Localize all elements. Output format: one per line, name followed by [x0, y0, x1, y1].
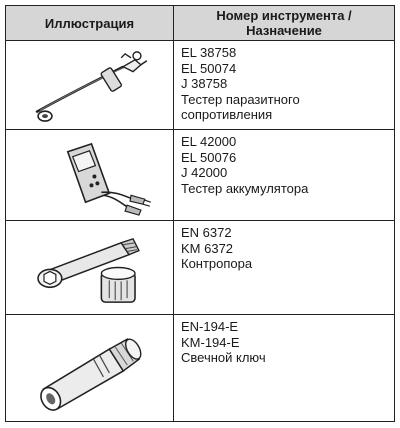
row-1-info: [174, 41, 394, 130]
row-4-line-2: KM-194-E: [181, 334, 240, 350]
battery-tester-icon: [6, 130, 173, 220]
row-1-line-5: сопротивления: [181, 107, 273, 122]
counterhold-socket-icon: [6, 221, 173, 314]
spark-plug-wrench-icon: [6, 315, 173, 421]
header-illustration-label: Иллюстрация: [44, 15, 135, 31]
header-tool-label-line1: Номер инструмента /: [216, 8, 352, 23]
row-2-line-1: EL 42000: [181, 134, 237, 149]
row-1-illustration: [6, 41, 174, 130]
row-4-line-1: EN-194-E: [181, 319, 239, 334]
row-1-line-3: J 38758: [181, 76, 228, 91]
row-3-illustration: [6, 221, 174, 315]
header-tool-label-line2: Назначение: [246, 23, 322, 38]
row-4-line-3: Свечной ключ: [181, 350, 266, 365]
row-3-info: [174, 221, 394, 315]
row-3-line-1: EN 6372: [181, 225, 232, 240]
row-2-line-3: J 42000: [181, 165, 228, 180]
row-4-illustration: [6, 315, 174, 421]
row-2-line-2: EL 50076: [181, 149, 237, 165]
tool-table: [5, 5, 395, 422]
parasitic-draw-tester-icon: [6, 41, 173, 129]
row-1-line-4: Тестер паразитного: [181, 91, 300, 107]
header-tool: [174, 6, 394, 41]
row-2-info: [174, 130, 394, 221]
row-3-line-2: KM 6372: [181, 240, 234, 256]
row-2-line-4: Тестер аккумулятора: [181, 180, 309, 196]
row-2-illustration: [6, 130, 174, 221]
row-4-info: [174, 315, 394, 421]
header-illustration: [6, 6, 174, 41]
row-1-line-1: EL 38758: [181, 45, 237, 60]
row-1-line-2: EL 50074: [181, 60, 237, 76]
row-3-line-3: Контропора: [181, 256, 253, 271]
